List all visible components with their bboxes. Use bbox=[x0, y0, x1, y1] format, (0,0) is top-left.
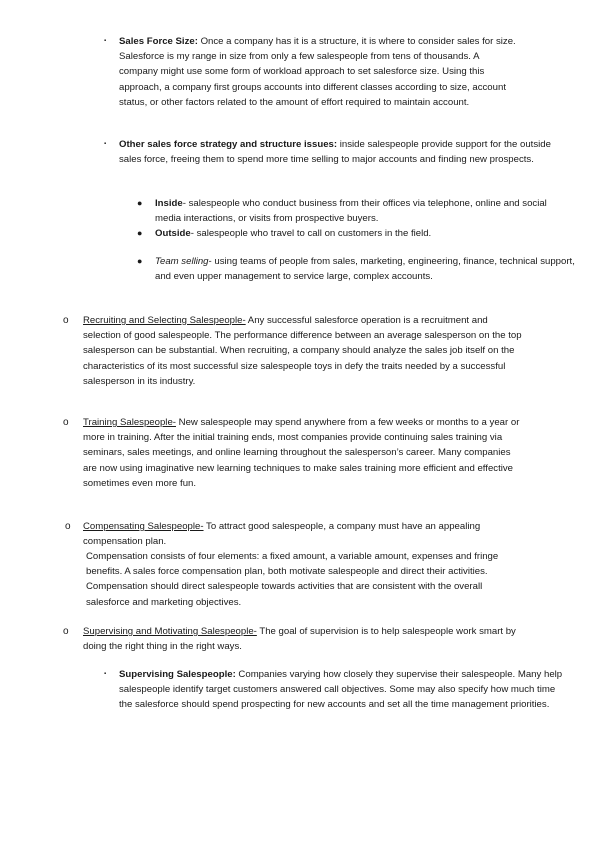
inside-item bbox=[155, 196, 565, 226]
supervising-motivating-text: The goal of supervision is to help salespeople work smart by doing the right thing in the right ways. bbox=[83, 626, 516, 653]
outside-item bbox=[155, 226, 565, 241]
dot-bullet: ● bbox=[137, 228, 143, 238]
outside-label: Outside bbox=[155, 228, 191, 239]
circle-bullet: o bbox=[63, 417, 69, 428]
compensating-text: To attract good salespeople, a company must have an appealing compensation plan. bbox=[83, 521, 481, 548]
supervising-label: Supervising Salespeople: bbox=[119, 669, 236, 680]
sales-force-size-label: Sales Force Size: bbox=[119, 36, 198, 47]
sales-force-size-text: Once a company has it is a structure, it is where to consider sales for size. Salesforce is my range in size from only a few salespeople from tens of thousands. A company might use some form of workload approach to set salesforce size. Using this approach, a company first groups accounts into different classes according to size, account status, or other factors related to the amount of effort required to maintain account. bbox=[119, 36, 516, 108]
sales-force-size-paragraph bbox=[119, 34, 519, 110]
supervising-motivating-paragraph bbox=[83, 624, 523, 654]
circle-bullet: o bbox=[63, 315, 69, 326]
supervising-paragraph bbox=[119, 667, 571, 713]
outside-text: - salespeople who travel to call on customers in the field. bbox=[190, 228, 432, 239]
circle-bullet: o bbox=[65, 521, 71, 532]
dot-bullet: ● bbox=[137, 256, 143, 266]
training-text: New salespeople may spend anywhere from a few weeks or months to a year or more in training. After the initial training ends, most companies provide continuing sales training via seminars, sales meetings, and online learning throughout the salesperson’s career. Many companies are now using imaginative new learning techniques to make sales training more efficient and effective sometimes even more fun. bbox=[83, 417, 520, 489]
team-selling-label: Team selling bbox=[155, 256, 209, 267]
square-bullet: ▪ bbox=[104, 671, 107, 677]
training-paragraph bbox=[83, 415, 523, 491]
supervising-text: Companies varying how closely they supervise their salespeople. Many help salespeople identify target customers answered call objectives. Some may also specify how much time the salesforce should spend prospecting for new accounts and set all the time management priorities. bbox=[119, 669, 563, 711]
inside-label: Inside bbox=[155, 198, 183, 209]
compensating-title: Compensating Salespeople- bbox=[83, 521, 204, 532]
team-selling-item bbox=[155, 254, 575, 284]
square-bullet: ▪ bbox=[104, 38, 107, 44]
dot-bullet: ● bbox=[137, 198, 143, 208]
supervising-motivating-title: Supervising and Motivating Salespeople- bbox=[83, 626, 257, 637]
recruiting-title: Recruiting and Selecting Salespeople- bbox=[83, 315, 246, 326]
training-title: Training Salespeople- bbox=[83, 417, 176, 428]
square-bullet: ▪ bbox=[104, 141, 107, 147]
compensating-paragraph bbox=[83, 519, 498, 549]
other-issues-label: Other sales force strategy and structure issues: bbox=[119, 139, 338, 150]
team-selling-text: - using teams of people from sales, marketing, engineering, finance, technical support, and even upper management to service large, complex accounts. bbox=[155, 256, 575, 283]
other-issues-paragraph bbox=[119, 137, 571, 167]
recruiting-text: Any successful salesforce operation is a recruitment and selection of good salespeople. The performance difference between an average salesperson on the top salesperson can be substantial. When recruiting, a company should analyze the sales job itself on the characteristics of its most successful size salespeople toys in defy the traits needed by a successful salesperson in its industry. bbox=[83, 315, 522, 387]
compensating-detail: Compensation consists of four elements: a fixed amount, a variable amount, expenses and fringe benefits. A sales force compensation plan, both motivate salespeople and direct their activities. Compensation should direct salespeople towards activities that are consistent with the overall salesforce and marketing objectives. bbox=[86, 551, 499, 608]
recruiting-paragraph bbox=[83, 313, 523, 389]
circle-bullet: o bbox=[63, 626, 69, 637]
other-issues-text: inside salespeople provide support for the outside sales force, freeing them to spend more time selling to major accounts and finding new prospects. bbox=[119, 139, 551, 166]
inside-text: - salespeople who conduct business from their offices via telephone, online and social media interactions, or visits from prospective buyers. bbox=[155, 198, 547, 225]
